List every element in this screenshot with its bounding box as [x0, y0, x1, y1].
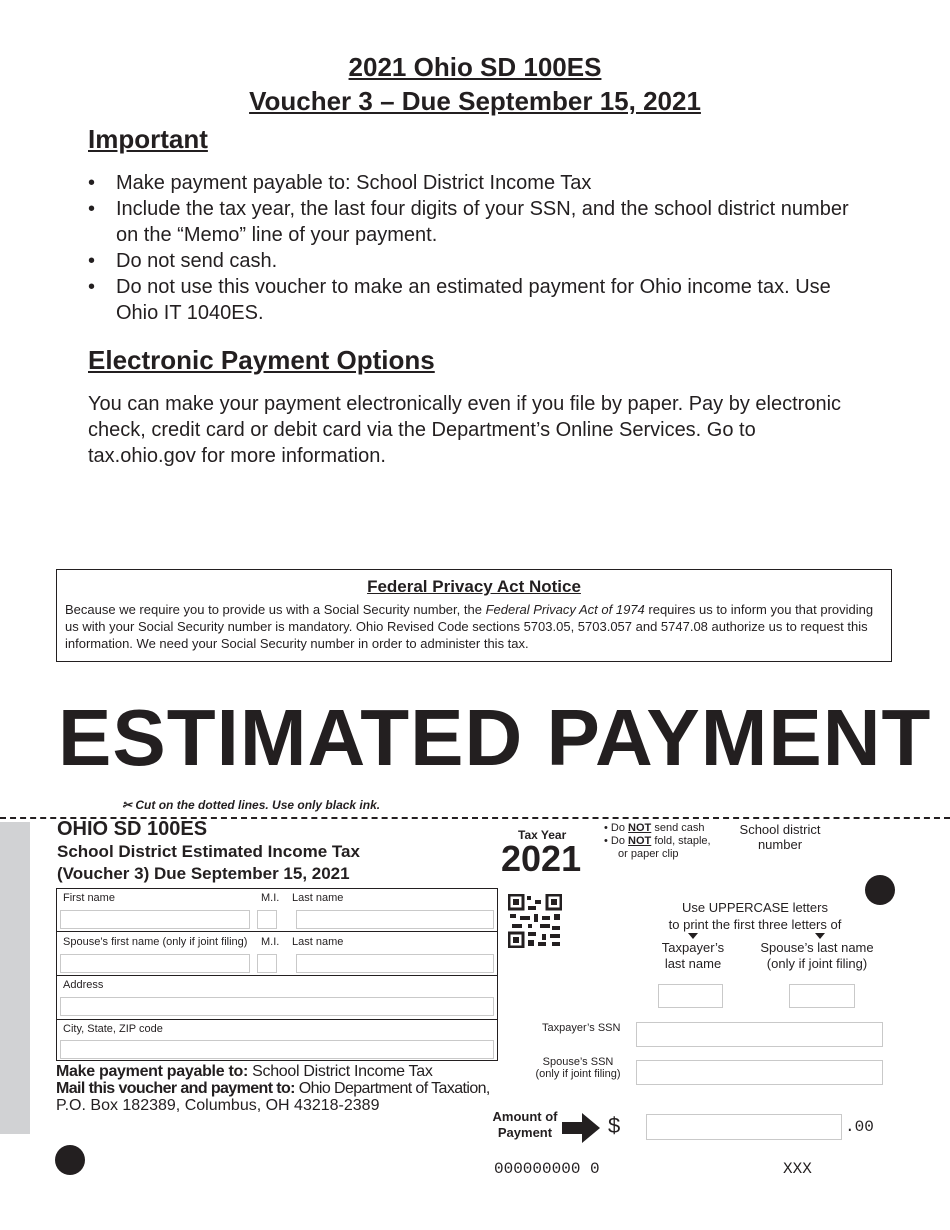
city-row: City, State, ZIP code: [57, 1020, 497, 1060]
taxpayer-last-initials-input[interactable]: [658, 984, 723, 1008]
taxpayer-last-label: Taxpayer’s last name: [661, 940, 725, 971]
important-heading: Important: [88, 124, 208, 154]
first-name-input[interactable]: [60, 910, 250, 929]
address-row: Address: [57, 976, 497, 1020]
arrow-right-icon: [562, 1113, 600, 1143]
voucher-line: (Voucher 3) Due September 15, 2021: [57, 864, 350, 883]
privacy-text: Because we require you to provide us with a Social Security number, the Federal Privacy Act of 1974 requires us to inform you that providing us with your Social Security number is mandatory. Ohio Revised Code sections 5703.05, 5703.057 and 5747.08 authorize us to request this information. We need your Social Security number in order to administer this tax.: [65, 602, 874, 651]
form-id: OHIO SD 100ES: [57, 818, 208, 840]
important-list: [88, 170, 868, 326]
taxpayer-ssn-label: Taxpayer’s SSN: [542, 1022, 621, 1034]
spouse-last-name-input[interactable]: [296, 954, 494, 973]
spouse-mi-input[interactable]: [257, 954, 277, 973]
scissors-icon: ✂: [122, 798, 136, 812]
estimated-payment-banner: ESTIMATED PAYMENT: [58, 693, 932, 782]
registration-dot: [865, 875, 895, 905]
cents-label: .00: [845, 1118, 874, 1136]
mi-input[interactable]: [257, 910, 277, 929]
scan-code: 000000000 0: [494, 1160, 600, 1178]
mail-notes: • Do NOT send cash • Do NOT fold, staple, or paper clip: [604, 822, 711, 860]
taxpayer-info-table: [56, 888, 498, 1061]
spouse-ssn-label: Spouse’s SSN (only if joint filing): [535, 1056, 621, 1080]
qr-code-icon: [508, 894, 562, 948]
address-input[interactable]: [60, 997, 494, 1016]
scan-bar: [0, 822, 30, 1134]
amount-input[interactable]: [646, 1114, 842, 1140]
spouse-first-name-input[interactable]: [60, 954, 250, 973]
po-box: P.O. Box 182389, Columbus, OH 43218-2389: [56, 1097, 380, 1114]
privacy-heading: Federal Privacy Act Notice: [367, 577, 581, 596]
name-row: First name M.I. Last name: [57, 889, 497, 932]
dollar-sign: $: [608, 1113, 621, 1138]
amount-label: Amount of Payment: [492, 1109, 558, 1140]
registration-dot: [55, 1145, 85, 1175]
mail-line: Mail this voucher and payment to: Ohio Department of Taxation,: [56, 1080, 490, 1097]
spouse-last-initials-input[interactable]: [789, 984, 855, 1008]
uppercase-note: Use UPPERCASE letters to print the first three letters of: [668, 900, 842, 932]
form-name: School District Estimated Income Tax: [57, 842, 360, 861]
voucher-due-title: Voucher 3 – Due September 15, 2021: [249, 86, 701, 116]
school-district-label: School district number: [739, 822, 821, 852]
tax-year: 2021: [501, 838, 582, 879]
payable-line: Make payment payable to: School District Income Tax: [56, 1063, 433, 1080]
arrow-down-icon: [688, 933, 698, 939]
taxpayer-ssn-input[interactable]: [636, 1022, 883, 1047]
list-item: • Include the tax year, the last four digits of your SSN, and the school district number on the “Memo” line of your payment.: [88, 196, 868, 248]
spouse-last-label: Spouse’s last name (only if joint filing): [760, 940, 874, 971]
privacy-notice: [56, 569, 892, 662]
tax-year-label: Tax Year: [518, 828, 567, 842]
list-item: • Make payment payable to: School District Income Tax: [88, 170, 868, 196]
last-name-input[interactable]: [296, 910, 494, 929]
city-state-zip-input[interactable]: [60, 1040, 494, 1059]
electronic-heading: Electronic Payment Options: [88, 345, 435, 375]
spouse-name-row: Spouse’s first name (only if joint filing) M.I. Last name: [57, 932, 497, 976]
arrow-down-icon: [815, 933, 825, 939]
page-title: 2021 Ohio SD 100ES: [348, 52, 602, 82]
list-item: • Do not use this voucher to make an estimated payment for Ohio income tax. Use Ohio IT 1040ES.: [88, 274, 868, 326]
cut-note: ✂ Cut on the dotted lines. Use only black ink.: [122, 798, 381, 812]
scan-code-suffix: XXX: [783, 1160, 812, 1178]
electronic-text: You can make your payment electronically even if you file by paper. Pay by electronic check, credit card or debit card via the Department’s Online Services. Go to tax.ohio.gov for more information.: [88, 393, 842, 467]
spouse-ssn-input[interactable]: [636, 1060, 883, 1085]
list-item: • Do not send cash.: [88, 248, 868, 274]
